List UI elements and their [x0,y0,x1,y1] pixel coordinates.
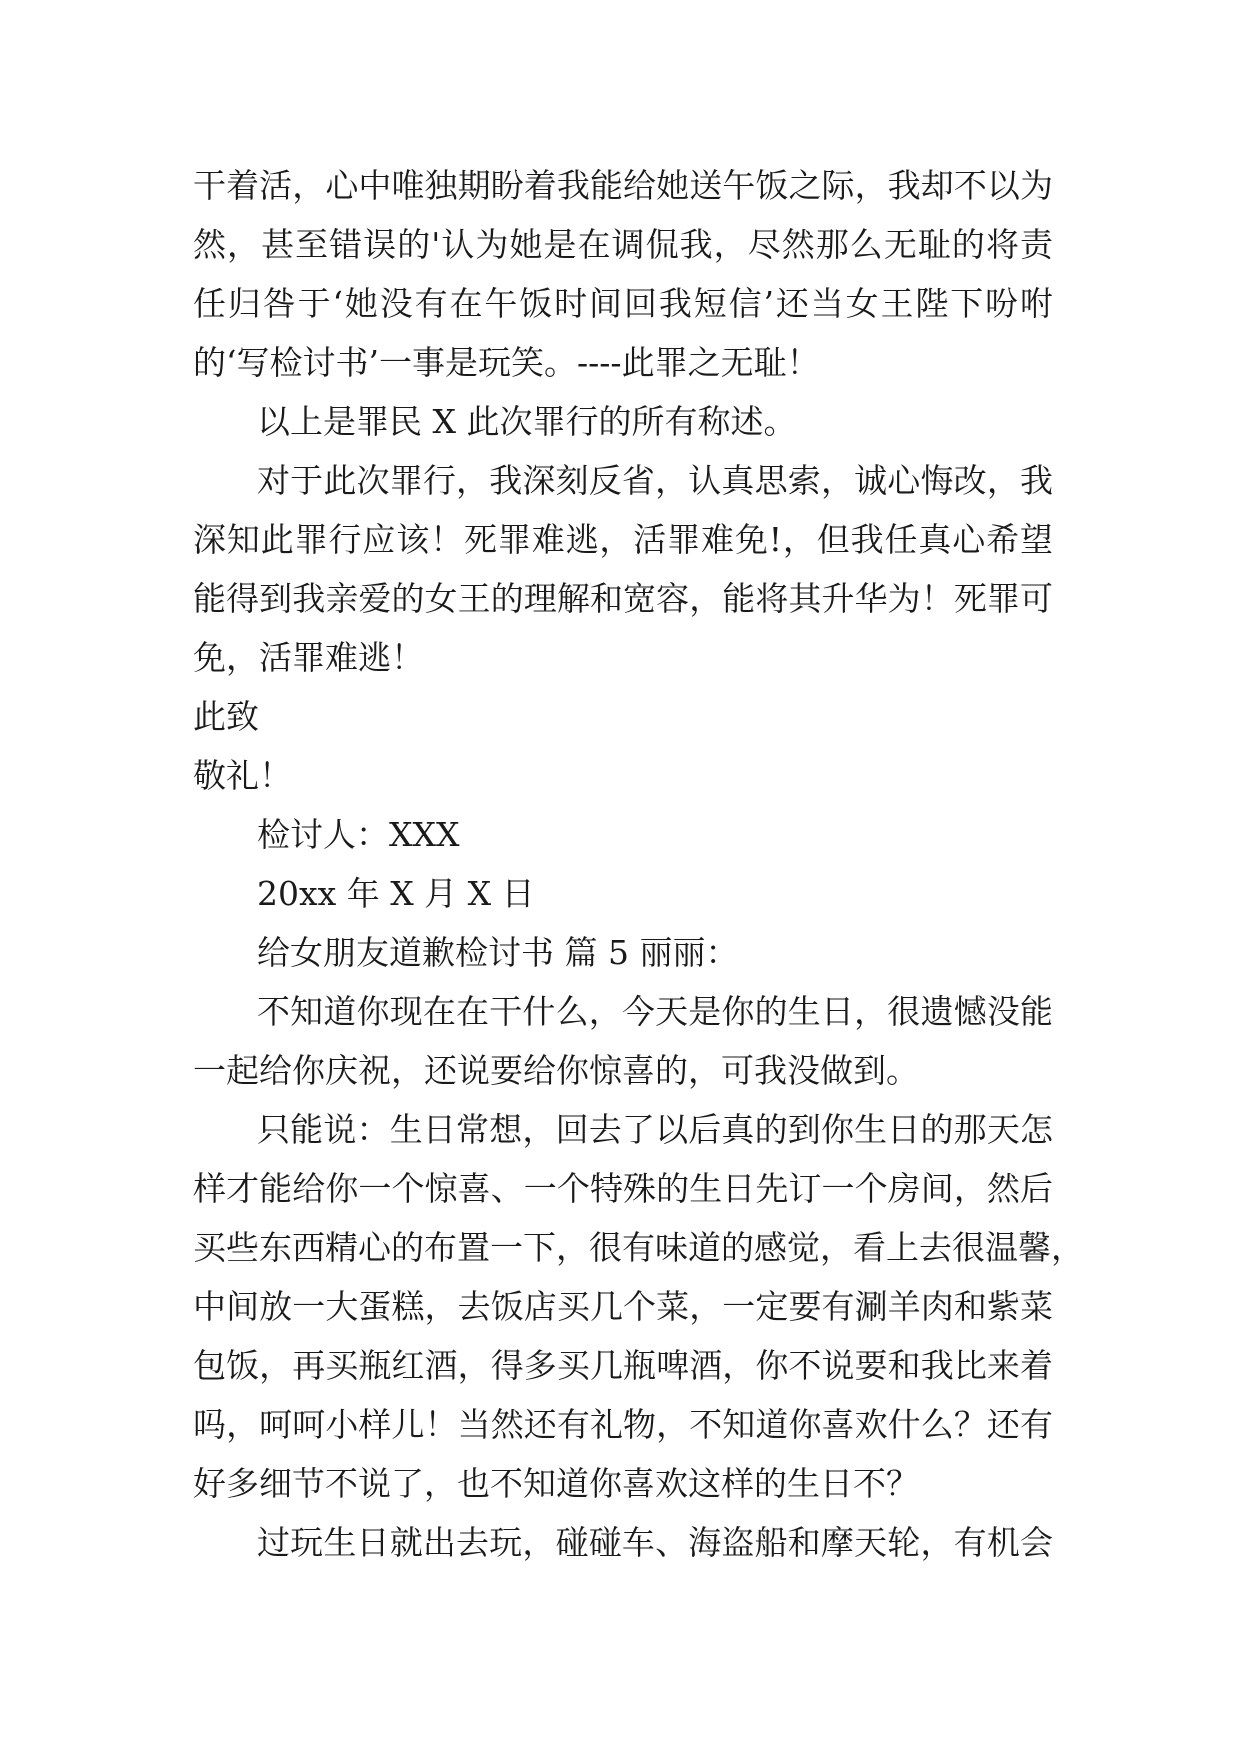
closing-salutation: 此致 [193,697,259,736]
text-line: 以上是罪民 X 此次罪行的所有称述。 [257,402,797,441]
text-line: 对于此次罪行，我深刻反省，认真思索，诚心悔改，我 [257,461,1053,500]
text-line: 一起给你庆祝，还说要给你惊喜的，可我没做到。 [193,1051,919,1090]
text-line: 任归咎于‘她没有在午饭时间回我短信’还当女王陛下吩咐 [193,284,1053,323]
text-line: 只能说：生日常想，回去了以后真的到你生日的那天怎 [257,1110,1053,1149]
text-line: 免，活罪难逃！ [193,638,424,677]
text-line: 吗，呵呵小样儿！当然还有礼物，不知道你喜欢什么？还有 [193,1405,1053,1444]
text-line: 买些东西精心的布置一下，很有味道的感觉，看上去很温馨， [193,1228,1084,1267]
date: 20xx 年 X 月 X 日 [257,874,535,913]
text-line: 样才能给你一个惊喜、一个特殊的生日先订一个房间，然后 [193,1169,1053,1208]
text-line: 包饭，再买瓶红酒，得多买几瓶啤酒，你不说要和我比来着 [193,1346,1053,1385]
text-line: 深知此罪行应该！死罪难逃，活罪难免!，但我任真心希望 [193,520,1053,559]
text-line: 然，甚至错误的'认为她是在调侃我，尽然那么无耻的将责 [193,225,1053,264]
text-line: 干着活，心中唯独期盼着我能给她送午饭之际，我却不以为 [193,166,1053,205]
text-line: 好多细节不说了，也不知道你喜欢这样的生日不？ [193,1464,919,1503]
text-line: 能得到我亲爱的女王的理解和宽容，能将其升华为！死罪可 [193,579,1053,618]
text-line: 过玩生日就出去玩，碰碰车、海盗船和摩天轮，有机会 [257,1523,1053,1562]
text-line: 不知道你现在在干什么，今天是你的生日，很遗憾没能 [257,992,1053,1031]
text-line: 的‘写检讨书’一事是玩笑。----此罪之无耻！ [193,343,820,382]
signature: 检讨人：XXX [257,815,460,854]
closing-salutation: 敬礼！ [193,756,292,795]
section-heading: 给女朋友道歉检讨书 篇 5 丽丽： [257,933,739,972]
text-line: 中间放一大蛋糕，去饭店买几个菜，一定要有涮羊肉和紫菜 [193,1287,1053,1326]
